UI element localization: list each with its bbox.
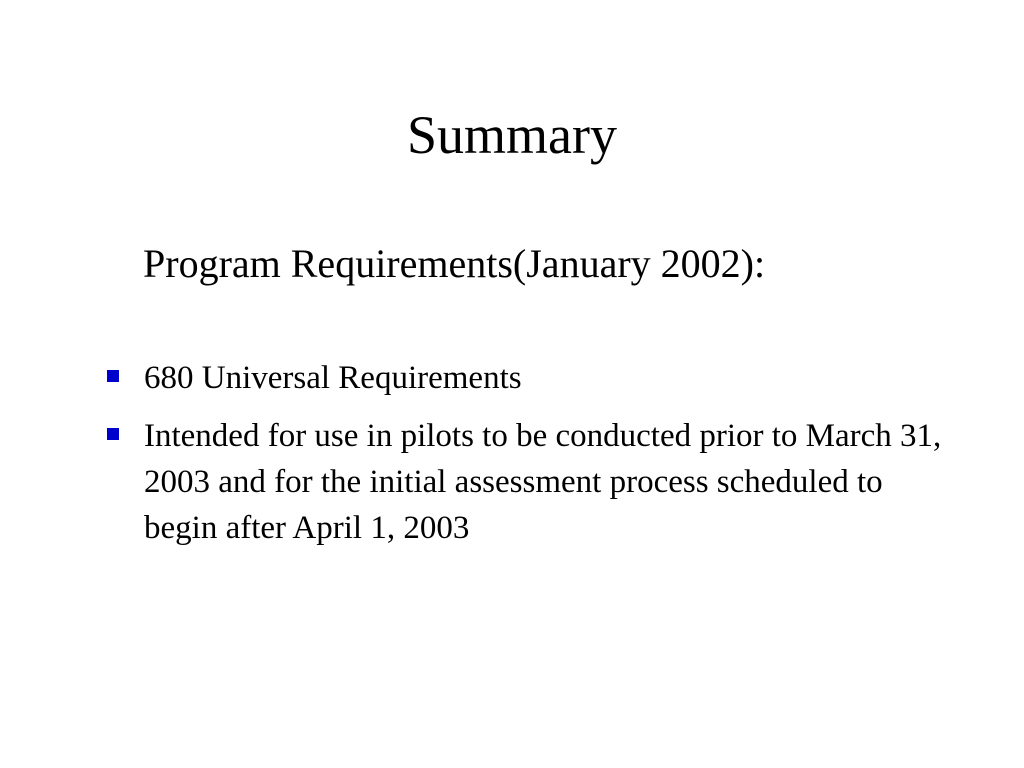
bullet-item [104,413,954,551]
bullet-list [104,355,954,563]
square-bullet-icon [107,428,119,440]
bullet-item [104,355,954,401]
bullet-text: Intended for use in pilots to be conducted prior to March 31, 2003 and for the initial assessment process scheduled to begin after April 1, 2003 [144,418,942,546]
square-bullet-icon [107,370,119,382]
slide-title: Summary [407,105,617,165]
slide-subheading: Program Requirements(January 2002): [143,241,766,286]
bullet-text: 680 Universal Requirements [144,360,522,396]
